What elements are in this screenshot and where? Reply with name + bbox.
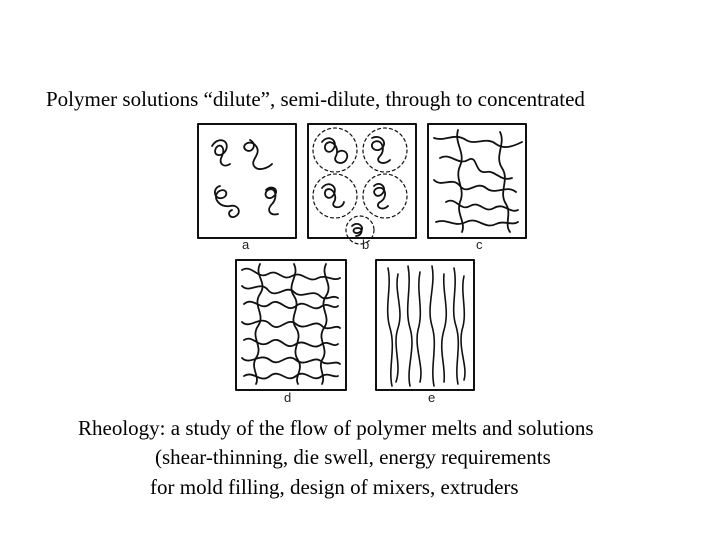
rheology-line-1: Rheology: a study of the flow of polymer melts and solutions [78, 416, 594, 440]
panel-label-d: d [284, 390, 292, 405]
panel-b-frame [308, 124, 416, 238]
panel-d-chains [242, 264, 340, 384]
rheology-line-3: for mold filling, design of mixers, extruders [150, 475, 519, 499]
panel-b-domains [313, 128, 407, 244]
rheology-line-2: (shear-thinning, die swell, energy requirements [155, 445, 551, 469]
slide-title: Polymer solutions “dilute”, semi-dilute, through to concentrated [46, 87, 585, 111]
panel-c-chains [434, 130, 522, 232]
panel-d-frame [236, 260, 346, 390]
panel-b-chains [322, 137, 390, 236]
panel-e-chains [388, 266, 465, 386]
polymer-chain-figure [190, 118, 540, 408]
panel-label-b: b [362, 237, 370, 252]
panel-label-c: c [476, 237, 483, 252]
panel-label-e: e [428, 390, 436, 405]
panel-label-a: a [242, 237, 250, 252]
panel-a-frame [198, 124, 296, 238]
panel-a-chains [212, 140, 278, 217]
figure-svg [190, 118, 540, 408]
